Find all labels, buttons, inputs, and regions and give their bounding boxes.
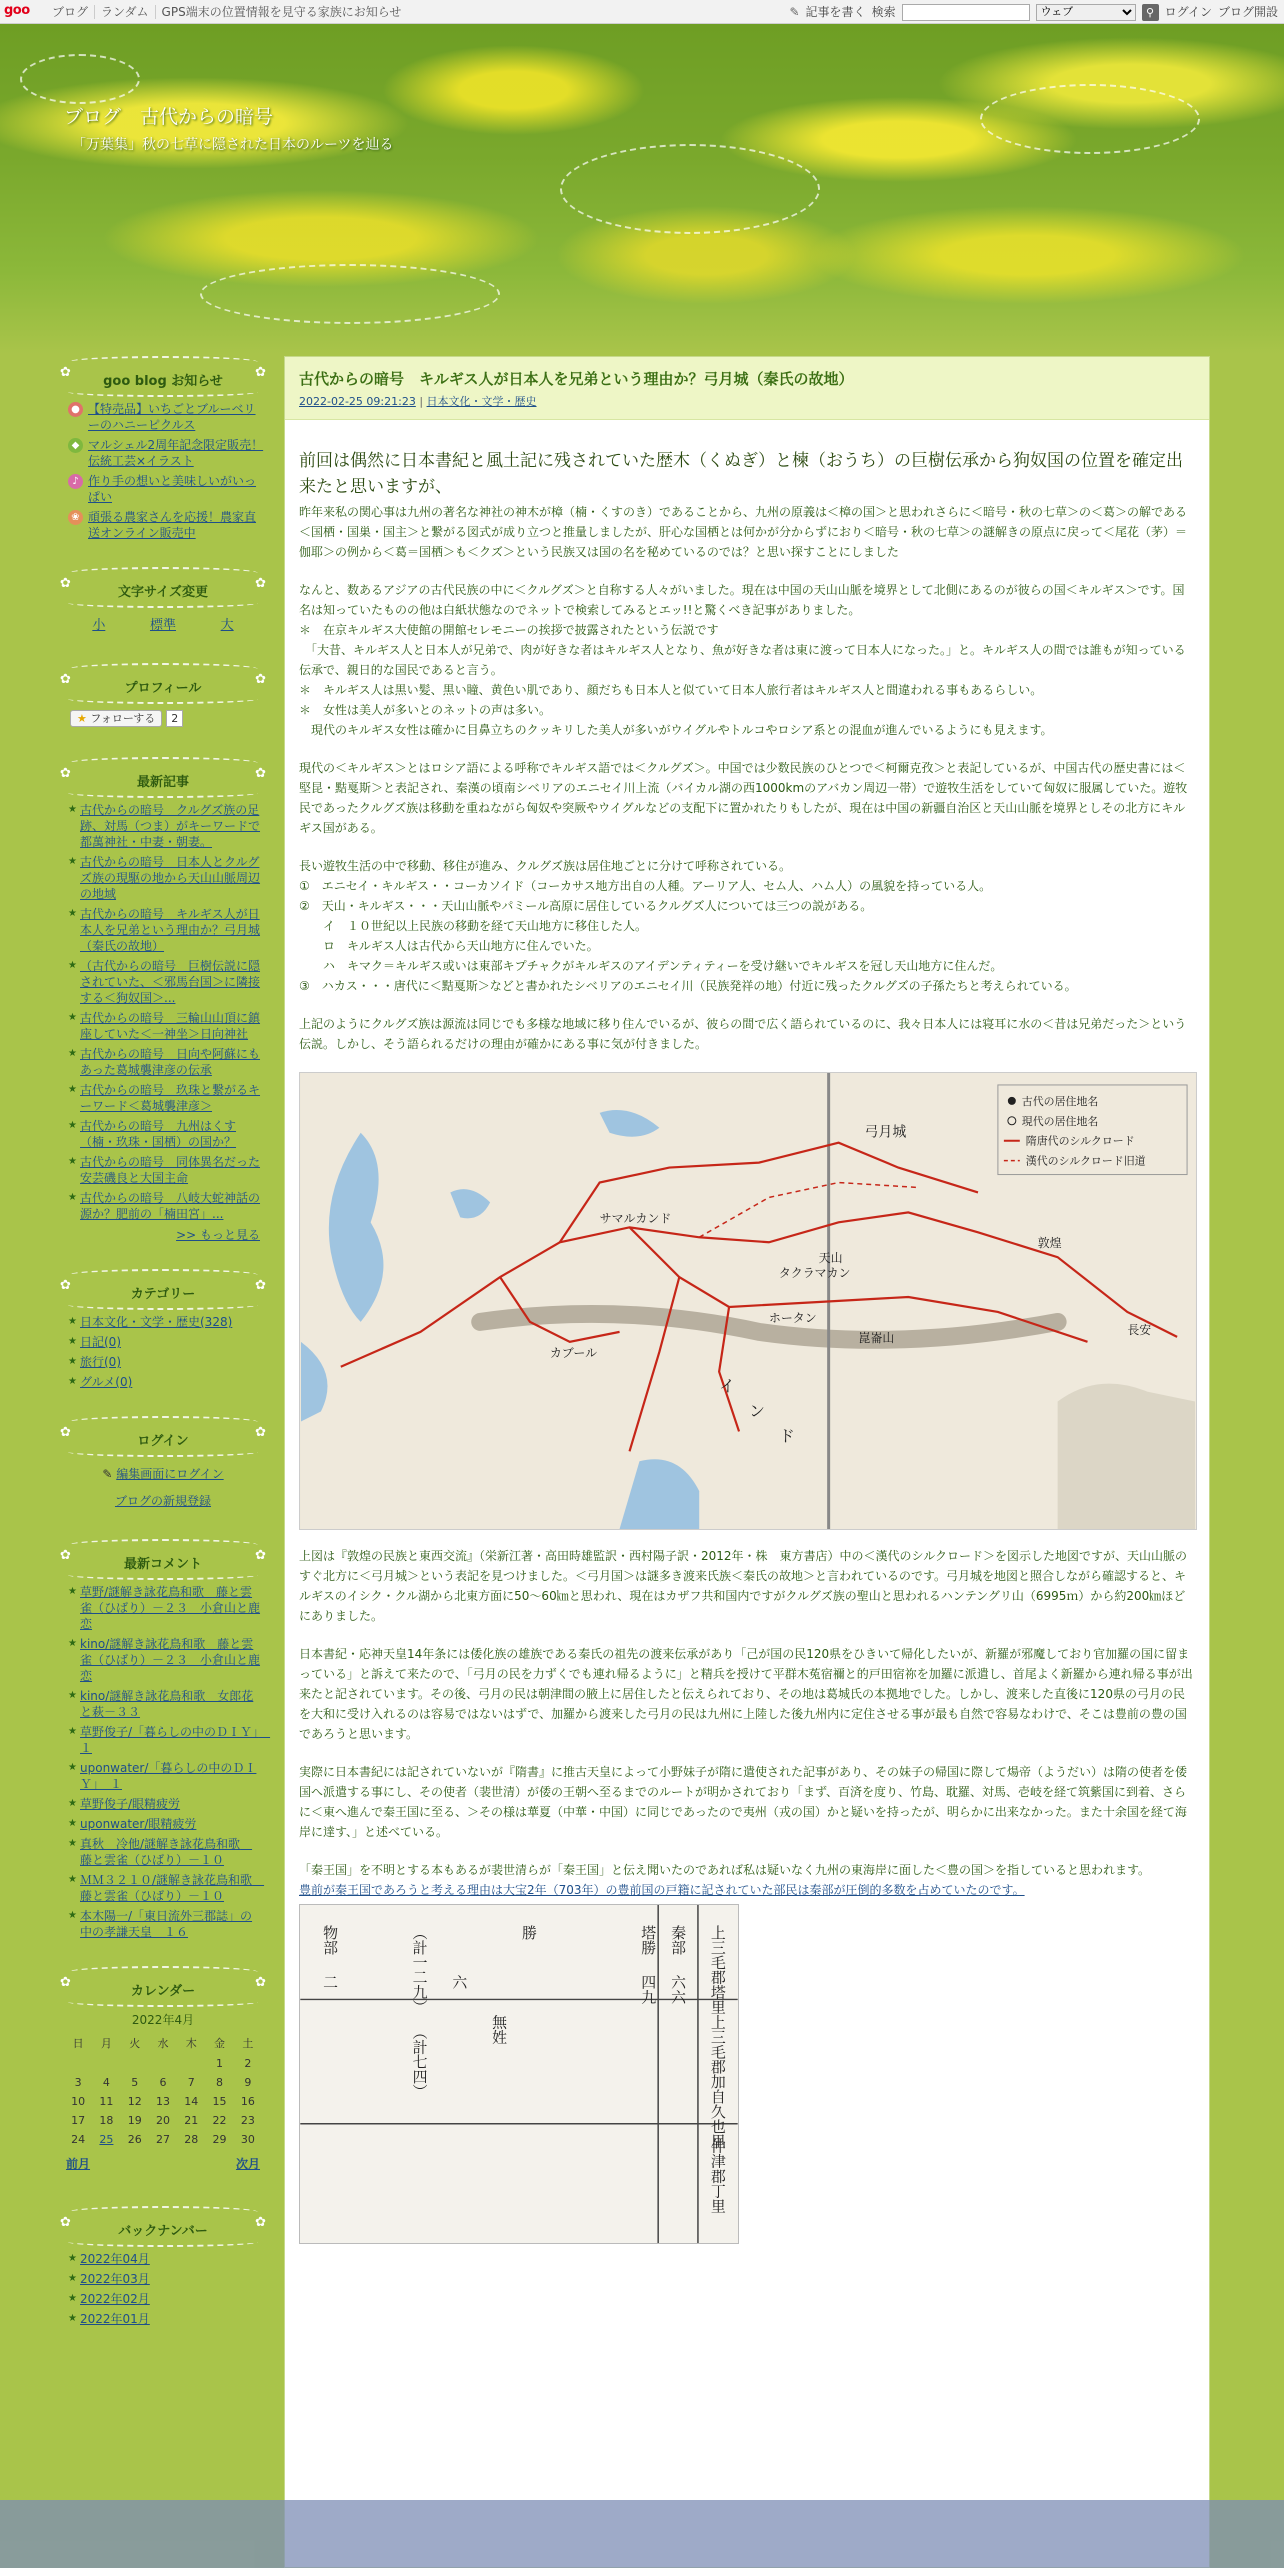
bullet: 「大昔、キルギス人と日本人が兄弟で、肉が好きな者はキルギス人となり、魚が好きな者は東に渡って日本人になった。」と。キルギス人の間では誰もが知っている伝承で、親日的な国民であると言う。 bbox=[299, 643, 1186, 677]
music-icon: ♪ bbox=[68, 474, 83, 489]
group-item: ① エニセイ・キルギス・・コーカソイド（コーカサス地方出自の人種。アーリア人、セム人、ハム人）の風貌を持っている人。 bbox=[299, 879, 992, 893]
calendar-day: 10 bbox=[71, 2095, 86, 2108]
calendar-weekday: 月 bbox=[100, 2037, 112, 2050]
comment-item[interactable]: ★ kino/謎解き詠花鳥和歌 女郎花と萩－３３ bbox=[68, 1688, 264, 1720]
flower-icon: ✿ bbox=[255, 1278, 266, 1293]
search-scope-select[interactable] bbox=[1036, 4, 1136, 21]
flower-icon: ✿ bbox=[60, 672, 71, 687]
widget-title: ✿ カテゴリー ✿ bbox=[60, 1265, 266, 1312]
widget-title: ✿ プロフィール ✿ bbox=[60, 659, 266, 706]
calendar-day: 21 bbox=[184, 2114, 199, 2127]
flower-icon: ✿ bbox=[255, 766, 266, 781]
calendar-day: 3 bbox=[74, 2076, 82, 2089]
paragraph: 実際に日本書紀には記されていないが『隋書』に推古天皇によって小野妹子が隋に遣使された記事があり、その妹子の帰国に際して煬帝（ようだい）は隋の使者を倭国へ派遣する事にし、その使者（裴世清）が倭の王朝へ至るまでのルートが明かされており「まず、百済を度り、竹島、耽羅、対馬、壱岐を経て筑紫国に到着、さらに＜東へ進んで秦王国に至る、＞その様は華夏（中華・中国）に同じであったので夷州（戎の国）かと疑いを持ったが、明らかに出来なかった。また十余国を経て海岸に達す、」と述べている。 bbox=[299, 1765, 1188, 1839]
open-blog-link[interactable]: ブログ開設 bbox=[1217, 4, 1278, 19]
calendar-week bbox=[64, 2111, 262, 2130]
svg-text:上三毛郡塔里: 上三毛郡塔里 bbox=[708, 1924, 727, 2015]
entry-meta: 2022-02-25 09:21:23 | 日本文化・文学・歴史 bbox=[299, 395, 537, 408]
search-input[interactable] bbox=[902, 4, 1030, 21]
group-item: ③ ハカス・・・唐代に＜黠戛斯＞などと書かれたシベリアのエニセイ川（民族発祥の地）付近に残ったクルグズの子孫たちと考えられている。 bbox=[299, 979, 1077, 993]
calendar-table bbox=[64, 2032, 262, 2149]
calendar bbox=[60, 2009, 266, 2180]
widget-title: ✿ goo blog お知らせ ✿ bbox=[60, 352, 266, 399]
bottom-overlay-bar bbox=[0, 2500, 1284, 2568]
comment-item[interactable]: ★ 草野俊子/「暮らしの中のＤＩＹ」 １ bbox=[68, 1724, 264, 1756]
svg-text:古代の居住地名: 古代の居住地名 bbox=[1021, 1094, 1099, 1108]
backnumber-item[interactable]: ★ 2022年02月 bbox=[68, 2291, 264, 2307]
flower-icon: ✿ bbox=[60, 576, 71, 591]
paragraph: なんと、数あるアジアの古代民族の中に＜クルグズ＞と自称する人々がいました。現在は中国の天山山脈を境界として北側にあるのが彼らの国＜キルギス＞です。国名は知っていたものの他は白紙状態なのでネットで検索してみるとエッ!!と驚くべき記事がありました。 ＊ 在京キルギス大使館の開館セレモニーの挨拶で披露されたという伝説です 「大昔、キルギス人と日本人が兄弟で、肉が好きな者はキルギス人となり、魚が好きな者は東に渡って日本人になった。」と。キルギス人の間では誰もが知っている伝承で、親日的な国民であると言う。 ＊ キルギス人は黒い髪、黒い瞳、黄色い肌であり、顔だちも日本人と似ていて日本人旅行者はキルギス人と間違われる事もあるらしい。 ＊ 女性は美人が多いとのネットの声は多い。 現代のキルギス女性は確かに目鼻立ちのクッキリした美人が多いがウイグルやトルコやロシア系との混血が進んでいるようにも見えます。 bbox=[299, 580, 1195, 740]
calendar-day: 11 bbox=[99, 2095, 114, 2108]
east-land bbox=[1058, 1384, 1195, 1529]
calendar-day: 13 bbox=[155, 2095, 170, 2108]
recent-post-item[interactable]: ★ 古代からの暗号 日本人とクルグズ族の現駆の地から天山山脈周辺の地域 bbox=[68, 854, 264, 902]
entry-date-link[interactable]: 2022-02-25 09:21:23 bbox=[299, 395, 416, 408]
comments-list bbox=[60, 1582, 271, 1940]
next-month-link[interactable]: 次月 bbox=[235, 2157, 260, 2171]
svg-text:仲津郡丁里: 仲津郡丁里 bbox=[708, 2138, 727, 2214]
svg-text:六六: 六六 bbox=[669, 1974, 688, 2005]
search-label: 検索 bbox=[871, 4, 896, 19]
paragraph: 現代の＜キルギス＞とはロシア語による呼称でキルギス語では＜クルグズ＞。中国では少数民族のひとつで＜柯爾克孜＞と表記しているが、中国古代の歴史書には＜堅昆・黠戛斯＞と表記され、秦漢の頃南シベリアのエニセイ川上流（バイカル湖の西1000kmのアバカン周辺一帯）で遊牧生活をしていて匈奴に服属していた。遊牧民であったクルグズ族は移動を重ねながら匈奴や突厥やウイグルなどの支配下に置かれたりもしたが、現在は中国の新疆自治区と天山山脈を境界としその北方にキルギス国がある。 bbox=[299, 761, 1188, 835]
svg-text:秦部: 秦部 bbox=[669, 1924, 688, 1955]
svg-text:敦煌: 敦煌 bbox=[1037, 1236, 1062, 1251]
backnumber-widget bbox=[60, 2202, 266, 2327]
notice-item[interactable]: ♪ 作り手の想いと美味しいがいっぱい bbox=[68, 473, 264, 505]
svg-text:無姓: 無姓 bbox=[490, 2014, 509, 2045]
backnumber-item[interactable]: ★ 2022年03月 bbox=[68, 2271, 264, 2287]
nav-blog-link[interactable]: ブログ bbox=[46, 5, 95, 19]
blog-title[interactable]: ブログ 古代からの暗号 bbox=[64, 106, 274, 128]
widget-title: ✿ カレンダー ✿ bbox=[60, 1962, 266, 2009]
svg-text:崑崙山: 崑崙山 bbox=[858, 1330, 895, 1345]
svg-text:（計七四）: （計七四） bbox=[410, 2024, 429, 2099]
svg-text:二: 二 bbox=[321, 1974, 340, 1990]
calendar-weekday: 日 bbox=[72, 2037, 84, 2050]
calendar-day: 12 bbox=[127, 2095, 142, 2108]
widget-title: ✿ 最新記事 ✿ bbox=[60, 753, 266, 800]
goo-logo[interactable]: goo bbox=[4, 3, 30, 18]
decorative-curl bbox=[200, 264, 500, 324]
blog-subtitle: 「万葉集」秋の七草に隠された日本のルーツを辿る bbox=[72, 137, 394, 153]
calendar-day: 30 bbox=[240, 2133, 255, 2146]
calendar-day: 9 bbox=[244, 2076, 252, 2089]
more-posts-link[interactable]: >> もっと見る bbox=[176, 1228, 260, 1242]
group-item: ロ キルギス人は古代から天山地方に住んでいた。 bbox=[299, 939, 599, 953]
calendar-day bbox=[149, 2054, 177, 2073]
widget-title: ✿ バックナンバー ✿ bbox=[60, 2202, 266, 2249]
entry-category-link[interactable]: 日本文化・文学・歴史 bbox=[426, 395, 537, 408]
paragraph: 昨年来私の関心事は九州の著名な神社の神木が樟（楠・くすのき）であることから、九州の原義は＜樟の国＞と思われさらに＜暗号・秋の七草＞の＜葛＞の解である＜国栖・国巣・国主＞と繋がる図式が成り立つと推量しましたが、肝心な国栖とは何かが分からずにおり＜暗号・秋の七草＞の謎解きの原点に戻って＜尾花（茅）＝伽耶＞の例から＜葛＝国栖＞も＜クズ＞という民族又は国の名を秘めているのでは？と思い探すことにしました bbox=[299, 505, 1188, 559]
calendar-day: 20 bbox=[155, 2114, 170, 2127]
calendar-day: 16 bbox=[240, 2095, 255, 2108]
group-item: ② 天山・キルギス・・・天山山脈やパミール高原に居住しているクルグズ人については三つの説がある。 bbox=[299, 899, 873, 913]
calendar-day: 24 bbox=[71, 2133, 86, 2146]
calendar-day: 26 bbox=[127, 2133, 142, 2146]
calendar-caption: 2022年4月 bbox=[131, 2013, 195, 2027]
follower-count: 2 bbox=[166, 710, 183, 727]
calendar-day bbox=[92, 2054, 120, 2073]
svg-text:現代の居住地名: 現代の居住地名 bbox=[1021, 1114, 1099, 1128]
calendar-week bbox=[64, 2073, 262, 2092]
calendar-day: 7 bbox=[187, 2076, 195, 2089]
calendar-weekday: 金 bbox=[214, 2037, 226, 2050]
recent-post-item[interactable]: ★ 古代からの暗号 九州はくす（楠・玖珠・国栖）の国か？ bbox=[68, 1118, 264, 1150]
goo-toolbar bbox=[0, 0, 1284, 24]
recent-post-item[interactable]: ★ 古代からの暗号 三輪山山頂に鎮座していた＜一神坐＞日向神社 bbox=[68, 1010, 264, 1042]
flower-icon: ✿ bbox=[60, 2215, 71, 2230]
svg-text:ド: ド bbox=[778, 1426, 795, 1446]
star-icon: ★ bbox=[77, 712, 87, 725]
toolbar-nav bbox=[46, 0, 407, 19]
recent-post-item[interactable]: ★ 古代からの暗号 日向や阿蘇にもあった葛城襲津彦の伝承 bbox=[68, 1046, 264, 1078]
comments-widget bbox=[60, 1535, 271, 1940]
calendar-weekday: 水 bbox=[157, 2037, 169, 2050]
paragraph: 長い遊牧生活の中で移動、移住が進み、クルグズ族は居住地ごとに分けて呼称されている。 ① エニセイ・キルギス・・コーカソイド（コーカサス地方出自の人種。アーリア人、セム人、ハム人）の風貌を持っている人。 ② 天山・キルギス・・・天山山脈やパミール高原に居住しているクルグズ人については三つの説がある。 イ １０世紀以上民族の移動を経て天山地方に移住した人。 ロ キルギス人は古代から天山地方に住んでいた。 ハ キマク＝キルギス或いは東部キプチャクがキルギスのアイデンティティーを受け継いでキルギスを冠し天山地方に住んだ。 ③ ハカス・・・唐代に＜黠戛斯＞などと書かれたシベリアのエニセイ川（民族発祥の地）付近に残ったクルグズの子孫たちと考えられている。 bbox=[299, 856, 1195, 996]
calendar-day: 8 bbox=[216, 2076, 224, 2089]
calendar-day: 1 bbox=[216, 2057, 224, 2070]
calendar-day: 18 bbox=[99, 2114, 114, 2127]
recent-post-item[interactable]: ★ 古代からの暗号 玖珠と繋がるキーワード＜葛城襲津彦＞ bbox=[68, 1082, 264, 1114]
fontsize-widget bbox=[60, 563, 266, 637]
flower-icon: ✿ bbox=[60, 1975, 71, 1990]
comment-item[interactable]: ★ uponwater/眼精疲労 bbox=[68, 1816, 264, 1832]
decorative-curl bbox=[20, 54, 140, 104]
widget-title: ✿ 文字サイズ変更 ✿ bbox=[60, 563, 266, 610]
calendar-weekday: 木 bbox=[185, 2037, 197, 2050]
decorative-curl bbox=[560, 144, 820, 234]
notice-widget bbox=[60, 352, 266, 541]
entry-header bbox=[285, 357, 1209, 420]
profile-widget bbox=[60, 659, 266, 731]
notice-item[interactable]: ❀ 頑張る農家さんを応援！農家直送オンライン販売中 bbox=[68, 509, 264, 541]
prev-month-link[interactable]: 前月 bbox=[66, 2157, 91, 2171]
follow-box bbox=[60, 706, 266, 731]
flower-icon: ✿ bbox=[255, 365, 266, 380]
calendar-day: 29 bbox=[212, 2133, 227, 2146]
calendar-day: 5 bbox=[131, 2076, 139, 2089]
flower-icon: ✿ bbox=[255, 1548, 266, 1563]
widget-title: ✿ ログイン ✿ bbox=[60, 1412, 266, 1459]
flower-icon: ✿ bbox=[60, 1548, 71, 1563]
flower-icon: ✿ bbox=[255, 1975, 266, 1990]
svg-text:弓月城: 弓月城 bbox=[864, 1124, 907, 1141]
comment-item[interactable]: ★ kino/謎解き詠花鳥和歌 藤と雲雀（ひばり）－２３ 小倉山と鹿恋 bbox=[68, 1636, 264, 1684]
category-item[interactable]: ★ グルメ(0) bbox=[68, 1374, 264, 1390]
svg-text:長安: 長安 bbox=[1127, 1322, 1152, 1337]
recent-posts-list bbox=[60, 800, 266, 1222]
svg-text:ン: ン bbox=[748, 1401, 765, 1421]
backnumber-item[interactable]: ★ 2022年04月 bbox=[68, 2251, 264, 2267]
toolbar-right bbox=[789, 0, 1278, 24]
recent-post-item[interactable]: ★ 古代からの暗号 キルギス人が日本人を兄弟という理由か？弓月城（秦氏の故地） bbox=[68, 906, 264, 954]
comment-item[interactable]: ★ 草野俊子/眼精疲労 bbox=[68, 1796, 264, 1812]
svg-text:天山: 天山 bbox=[818, 1251, 843, 1266]
entry-title[interactable]: 古代からの暗号 キルギス人が日本人を兄弟という理由か？弓月城（秦氏の故地） bbox=[299, 370, 854, 388]
widget-title: ✿ 最新コメント ✿ bbox=[60, 1535, 266, 1582]
calendar-week bbox=[64, 2130, 262, 2149]
recent-post-item[interactable]: ★ （古代からの暗号 巨樹伝説に隠されていた、＜邪馬台国＞に隣接する＜狗奴国＞... bbox=[68, 958, 264, 1006]
calendar-weekday: 火 bbox=[129, 2037, 141, 2050]
calendar-day bbox=[64, 2054, 92, 2073]
paragraph: 上図は『敦煌の民族と東西交流』（栄新江著・高田時雄監訳・西村陽子訳・2012年・株 東方書店）中の＜漢代のシルクロード＞を図示した地図ですが、天山山脈のすぐ北方に＜弓月城＞という表記を見つけました。＜弓月国＞は謎多き渡来氏族＜秦氏の故地＞と言われているのです。弓月城を地図と照合しながら確認すると、キルギスのイシク・クル湖から北東方面に50〜60㎞と思われ、現在はカザフ共和国内ですがクルグズ族の聖山と思われるハンテングリ山（6995ｍ）から約200㎞ほどにありました。 bbox=[299, 1549, 1188, 1623]
category-widget bbox=[60, 1265, 266, 1390]
calendar-day: 17 bbox=[71, 2114, 86, 2127]
svg-text:四九: 四九 bbox=[639, 1974, 658, 2005]
flower-icon: ✿ bbox=[255, 2215, 266, 2230]
calendar-day: 4 bbox=[102, 2076, 110, 2089]
calendar-day: 27 bbox=[155, 2133, 170, 2146]
nav-gps-link[interactable]: GPS端末の位置情報を見守る家族にお知らせ bbox=[161, 5, 402, 19]
recent-posts-widget bbox=[60, 753, 266, 1243]
recent-post-item[interactable]: ★ 古代からの暗号 八岐大蛇神話の源か？肥前の「楠田宮」... bbox=[68, 1190, 264, 1222]
flower-icon: ✿ bbox=[255, 1425, 266, 1440]
calendar-week bbox=[64, 2092, 262, 2111]
map-legend bbox=[998, 1085, 1187, 1175]
scanned-register-image bbox=[299, 1904, 739, 2244]
flower-icon: ✿ bbox=[60, 1425, 71, 1440]
notice-list bbox=[60, 399, 266, 541]
svg-text:隋唐代のシルクロード: 隋唐代のシルクロード bbox=[1025, 1134, 1135, 1148]
strawberry-icon: ● bbox=[68, 402, 83, 417]
login-link[interactable]: ログイン bbox=[1164, 4, 1212, 19]
edit-login-link[interactable]: 編集画面にログイン bbox=[116, 1467, 224, 1481]
comment-item[interactable]: ★ uponwater/「暮らしの中のＤＩＹ」 １ bbox=[68, 1760, 264, 1792]
write-post-link[interactable]: 記事を書く bbox=[805, 4, 866, 19]
calendar-weekday: 土 bbox=[242, 2037, 254, 2050]
svg-text:勝: 勝 bbox=[519, 1924, 538, 1940]
fontsize-normal-link[interactable]: 標準 bbox=[149, 618, 176, 633]
svg-text:サマルカンド: サマルカンド bbox=[599, 1211, 672, 1226]
recent-post-item[interactable]: ★ 古代からの暗号 同体異名だった安芸磯良と大国主命 bbox=[68, 1154, 264, 1186]
backnumber-item[interactable]: ★ 2022年01月 bbox=[68, 2311, 264, 2327]
category-item[interactable]: ★ 日本文化・文学・歴史(328) bbox=[68, 1314, 264, 1330]
flower-icon: ✿ bbox=[60, 365, 71, 380]
svg-text:漢代のシルクロード旧道: 漢代のシルクロード旧道 bbox=[1025, 1154, 1146, 1168]
fontsize-large-link[interactable]: 大 bbox=[220, 618, 234, 633]
comment-item[interactable]: ★ 本木陽一/「東日流外三郡誌」の中の孝謙天皇 １６ bbox=[68, 1908, 264, 1940]
fontsize-small-link[interactable]: 小 bbox=[92, 618, 106, 633]
sidebar bbox=[60, 352, 271, 2349]
category-item[interactable]: ★ 旅行(0) bbox=[68, 1354, 264, 1370]
notice-item[interactable]: ◆ マルシェル2周年記念限定販売！伝統工芸×イラスト bbox=[68, 437, 264, 469]
search-icon[interactable]: ⚲ bbox=[1142, 4, 1159, 21]
calendar-day[interactable]: 25 bbox=[99, 2133, 114, 2146]
calendar-day bbox=[121, 2054, 149, 2073]
nav-random-link[interactable]: ランダム bbox=[95, 5, 156, 19]
calendar-week bbox=[64, 2054, 262, 2073]
group-item: イ １０世紀以上民族の移動を経て天山地方に移住した人。 bbox=[299, 919, 648, 933]
pencil-icon: ✎ bbox=[789, 4, 800, 19]
category-list bbox=[60, 1312, 266, 1390]
bullet: ＊ 女性は美人が多いとのネットの声は多い。 bbox=[299, 703, 552, 717]
svg-text:上三毛郡加自久也里: 上三毛郡加自久也里 bbox=[708, 2014, 727, 2149]
fontsize-options bbox=[60, 610, 266, 637]
blog-header bbox=[0, 24, 1284, 354]
svg-text:イ: イ bbox=[719, 1376, 736, 1396]
comment-item[interactable]: ★ ＭＭ３２１０/謎解き詠花鳥和歌 藤と雲雀（ひばり）－１０ bbox=[68, 1872, 264, 1904]
flower-icon: ✿ bbox=[255, 576, 266, 591]
recent-post-item[interactable]: ★ 古代からの暗号 クルグズ族の足跡、対馬（つま）がキーワードで都萬神社・中妻・朝妻。 bbox=[68, 802, 264, 850]
calendar-nav bbox=[64, 2149, 262, 2178]
calendar-day: 6 bbox=[159, 2076, 167, 2089]
silk-road-map bbox=[299, 1072, 1197, 1530]
calendar-day: 19 bbox=[127, 2114, 142, 2127]
calendar-day bbox=[177, 2054, 205, 2073]
paragraph: 上記のようにクルグズ族は源流は同じでも多様な地域に移り住んでいるが、彼らの間で広く語られているのに、我々日本人には寝耳に水の＜昔は兄弟だった＞という伝説。しかし、そう語られるだけの理由が確かにある事に気が付きました。 bbox=[299, 1017, 1187, 1051]
calendar-day: 28 bbox=[184, 2133, 199, 2146]
comment-item[interactable]: ★ 真秋 冷他/謎解き詠花鳥和歌 藤と雲雀（ひばり）－１０ bbox=[68, 1836, 264, 1868]
decorative-curl bbox=[980, 84, 1200, 154]
entry-lead: 前回は偶然に日本書紀と風土記に残されていた歴木（くぬぎ）と楝（おうち）の巨樹伝承から狗奴国の位置を確定出来たと思いますが、 bbox=[299, 451, 1183, 497]
calendar-day: 23 bbox=[240, 2114, 255, 2127]
marche-icon: ◆ bbox=[68, 438, 83, 453]
farm-icon: ❀ bbox=[68, 510, 83, 525]
svg-text:ホータン: ホータン bbox=[768, 1310, 817, 1325]
calendar-day: 22 bbox=[212, 2114, 227, 2127]
calendar-day: 15 bbox=[212, 2095, 227, 2108]
svg-text:塔勝: 塔勝 bbox=[639, 1924, 658, 1955]
paragraph: 「秦王国」を不明とする本もあるが裴世清らが「秦王国」と伝え聞いたのであれば私は疑いなく九州の東海岸に面した＜豊の国＞を指していると思われます。 豊前が秦王国であろうと考える理由は大宝2年（703年）の豊前国の戸籍に記されていた部民は秦部が圧倒的多数を占めていたのです。 bbox=[299, 1863, 1151, 1897]
calendar-day: 2 bbox=[244, 2057, 252, 2070]
entry-body bbox=[285, 420, 1209, 2244]
register-blog-link[interactable]: ブログの新規登録 bbox=[114, 1494, 211, 1508]
svg-text:タクラマカン: タクラマカン bbox=[778, 1266, 851, 1281]
pencil-icon: ✎ bbox=[102, 1467, 113, 1481]
backnumber-list bbox=[60, 2249, 266, 2327]
svg-text:（計一二九）: （計一二九） bbox=[410, 1924, 429, 2015]
notice-item[interactable]: ● 【特売品】いちごとブルーベリーのハニーピクルス bbox=[68, 401, 264, 433]
flower-icon: ✿ bbox=[255, 672, 266, 687]
main-entry bbox=[284, 356, 1210, 2568]
svg-text:物部: 物部 bbox=[321, 1924, 340, 1955]
comment-item[interactable]: ★ 草野/謎解き詠花鳥和歌 藤と雲雀（ひばり）－２３ 小倉山と鹿恋 bbox=[68, 1584, 264, 1632]
flower-icon: ✿ bbox=[60, 1278, 71, 1293]
calendar-widget bbox=[60, 1962, 266, 2180]
bullet: ＊ キルギス人は黒い髪、黒い瞳、黄色い肌であり、顔だちも日本人と似ていて日本人旅行者はキルギス人と間違われる事もあるらしい。 bbox=[299, 683, 1043, 697]
svg-text:カブール: カブール bbox=[549, 1345, 598, 1360]
paragraph: 日本書紀・応神天皇14年条には倭化族の雄族である秦氏の祖先の渡来伝承があり「己が国の民120県をひきいて帰化したいが、新羅が邪魔しており官加羅の国に留まっている」と訴えて来たので、「弓月の民を力ずくでも連れ帰るように」と精兵を授けて平群木菟宿禰と的戸田宿祢を加羅に派遣し、首尾よく新羅から連れ帰る事が出来たと記されています。その後、弓月の民は朝津間の腋上に居住したと伝えられており、その地は葛城氏の本拠地でした。しかし、渡来した直後に120県の弓月の民を大和に受け入れるのは容易ではないはずで、加羅から渡来した弓月の民は九州に上陸した後九州内に定住させる事が最も自然で容易なわけで、そこは豊前の豊の国であろうと思います。 bbox=[299, 1647, 1193, 1741]
group-item: ハ キマク＝キルギス或いは東部キプチャクがキルギスのアイデンティティーを受け継いでキルギスを冠し天山地方に住んだ。 bbox=[299, 959, 1003, 973]
bullet: ＊ 在京キルギス大使館の開館セレモニーの挨拶で披露されたという伝説です bbox=[299, 623, 719, 637]
bullet: 現代のキルギス女性は確かに目鼻立ちのクッキリした美人が多いがウイグルやトルコやロシア系との混血が進んでいるようにも見えます。 bbox=[299, 723, 1053, 737]
category-item[interactable]: ★ 日記(0) bbox=[68, 1334, 264, 1350]
flower-icon: ✿ bbox=[60, 766, 71, 781]
calendar-day: 14 bbox=[184, 2095, 199, 2108]
follow-button[interactable]: ★ フォローする bbox=[70, 710, 162, 727]
login-widget bbox=[60, 1412, 266, 1513]
svg-text:六: 六 bbox=[450, 1974, 469, 1990]
